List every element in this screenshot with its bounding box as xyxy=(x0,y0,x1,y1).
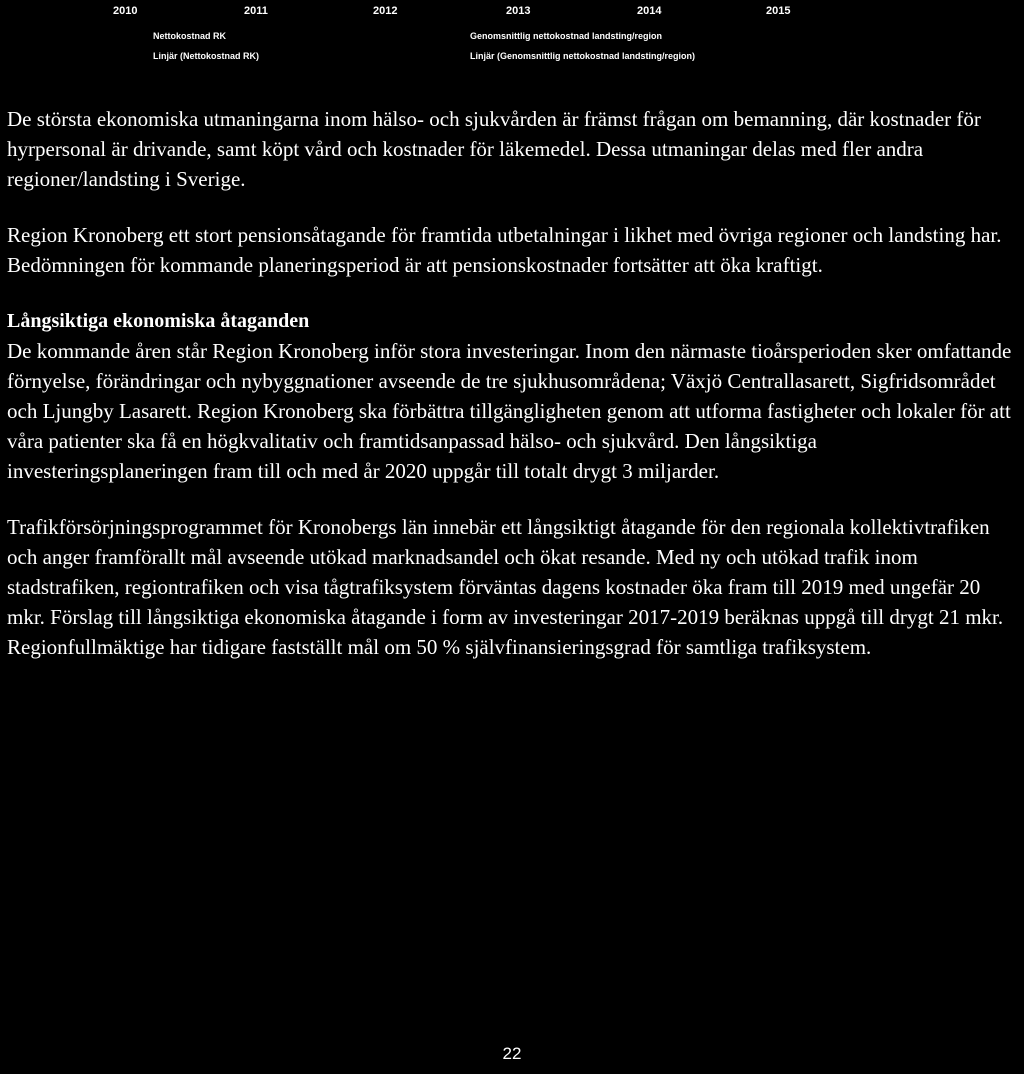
paragraph-challenges: De största ekonomiska utmaningarna inom hälso- och sjukvården är främst frågan om bemanning, där kostnader för hyrpersonal är drivande, samt köpt vård och kostnader för läkemedel. Dessa utmaningar delas med fler andra regioner/landsting i Sverige. xyxy=(7,107,981,191)
chart-x-axis-years xyxy=(0,0,1024,24)
page-number: 22 xyxy=(502,1044,522,1063)
year-label: 2010 xyxy=(113,5,138,17)
year-label: 2015 xyxy=(766,5,791,17)
legend-entry: Nettokostnad RK xyxy=(153,31,227,41)
legend-entry: Linjär (Genomsnittlig nettokostnad landsting/region) xyxy=(470,51,695,61)
year-label: 2012 xyxy=(373,5,398,17)
legend-entry: Linjär (Nettokostnad RK) xyxy=(153,51,260,61)
document-body xyxy=(7,104,1019,688)
year-label: 2014 xyxy=(637,5,662,17)
paragraph-traffic: Trafikförsörjningsprogrammet för Kronobergs län innebär ett långsiktigt åtagande för den regionala kollektivtrafiken och anger framförallt mål avseende utökad marknadsandel och ökat resande. Med ny och utökad trafik inom stadstrafiken, regiontrafiken och visa tågtrafiksystem förväntas dagens kostnader öka fram till 2019 med ungefär 20 mkr. Förslag till långsiktiga ekonomiska åtagande i form av investeringar 2017-2019 beräknas uppgå till drygt 21 mkr. Regionfullmäktige har tidigare fastställt mål om 50 % självfinansieringsgrad för samtliga trafiksystem. xyxy=(7,515,1004,659)
year-label: 2011 xyxy=(244,5,268,17)
legend-entry: Genomsnittlig nettokostnad landsting/region xyxy=(470,31,663,41)
chart-legend xyxy=(0,28,1024,68)
section-heading: Långsiktiga ekonomiska åtaganden xyxy=(7,310,310,332)
paragraph-pensions: Region Kronoberg ett stort pensionsåtagande för framtida utbetalningar i likhet med övriga regioner och landsting har. Bedömningen för kommande planeringsperiod är att pensionskostnader fortsätter att öka kraftigt. xyxy=(7,223,1002,277)
year-label: 2013 xyxy=(506,5,531,17)
paragraph-investments: De kommande åren står Region Kronoberg inför stora investeringar. Inom den närmaste tioårsperioden sker omfattande förnyelse, förändringar och nybyggnationer avseende de tre sjukhusområdena; Växjö Centrallasarett, Sigfridsområdet och Ljungby Lasarett. Region Kronoberg ska förbättra tillgängligheten genom att utforma fastigheter och lokaler för att våra patienter ska få en högkvalitativ och framtidsanpassad hälso- och sjukvård. Den långsiktiga investeringsplaneringen fram till och med år 2020 uppgår till totalt drygt 3 miljarder. xyxy=(7,339,1012,483)
